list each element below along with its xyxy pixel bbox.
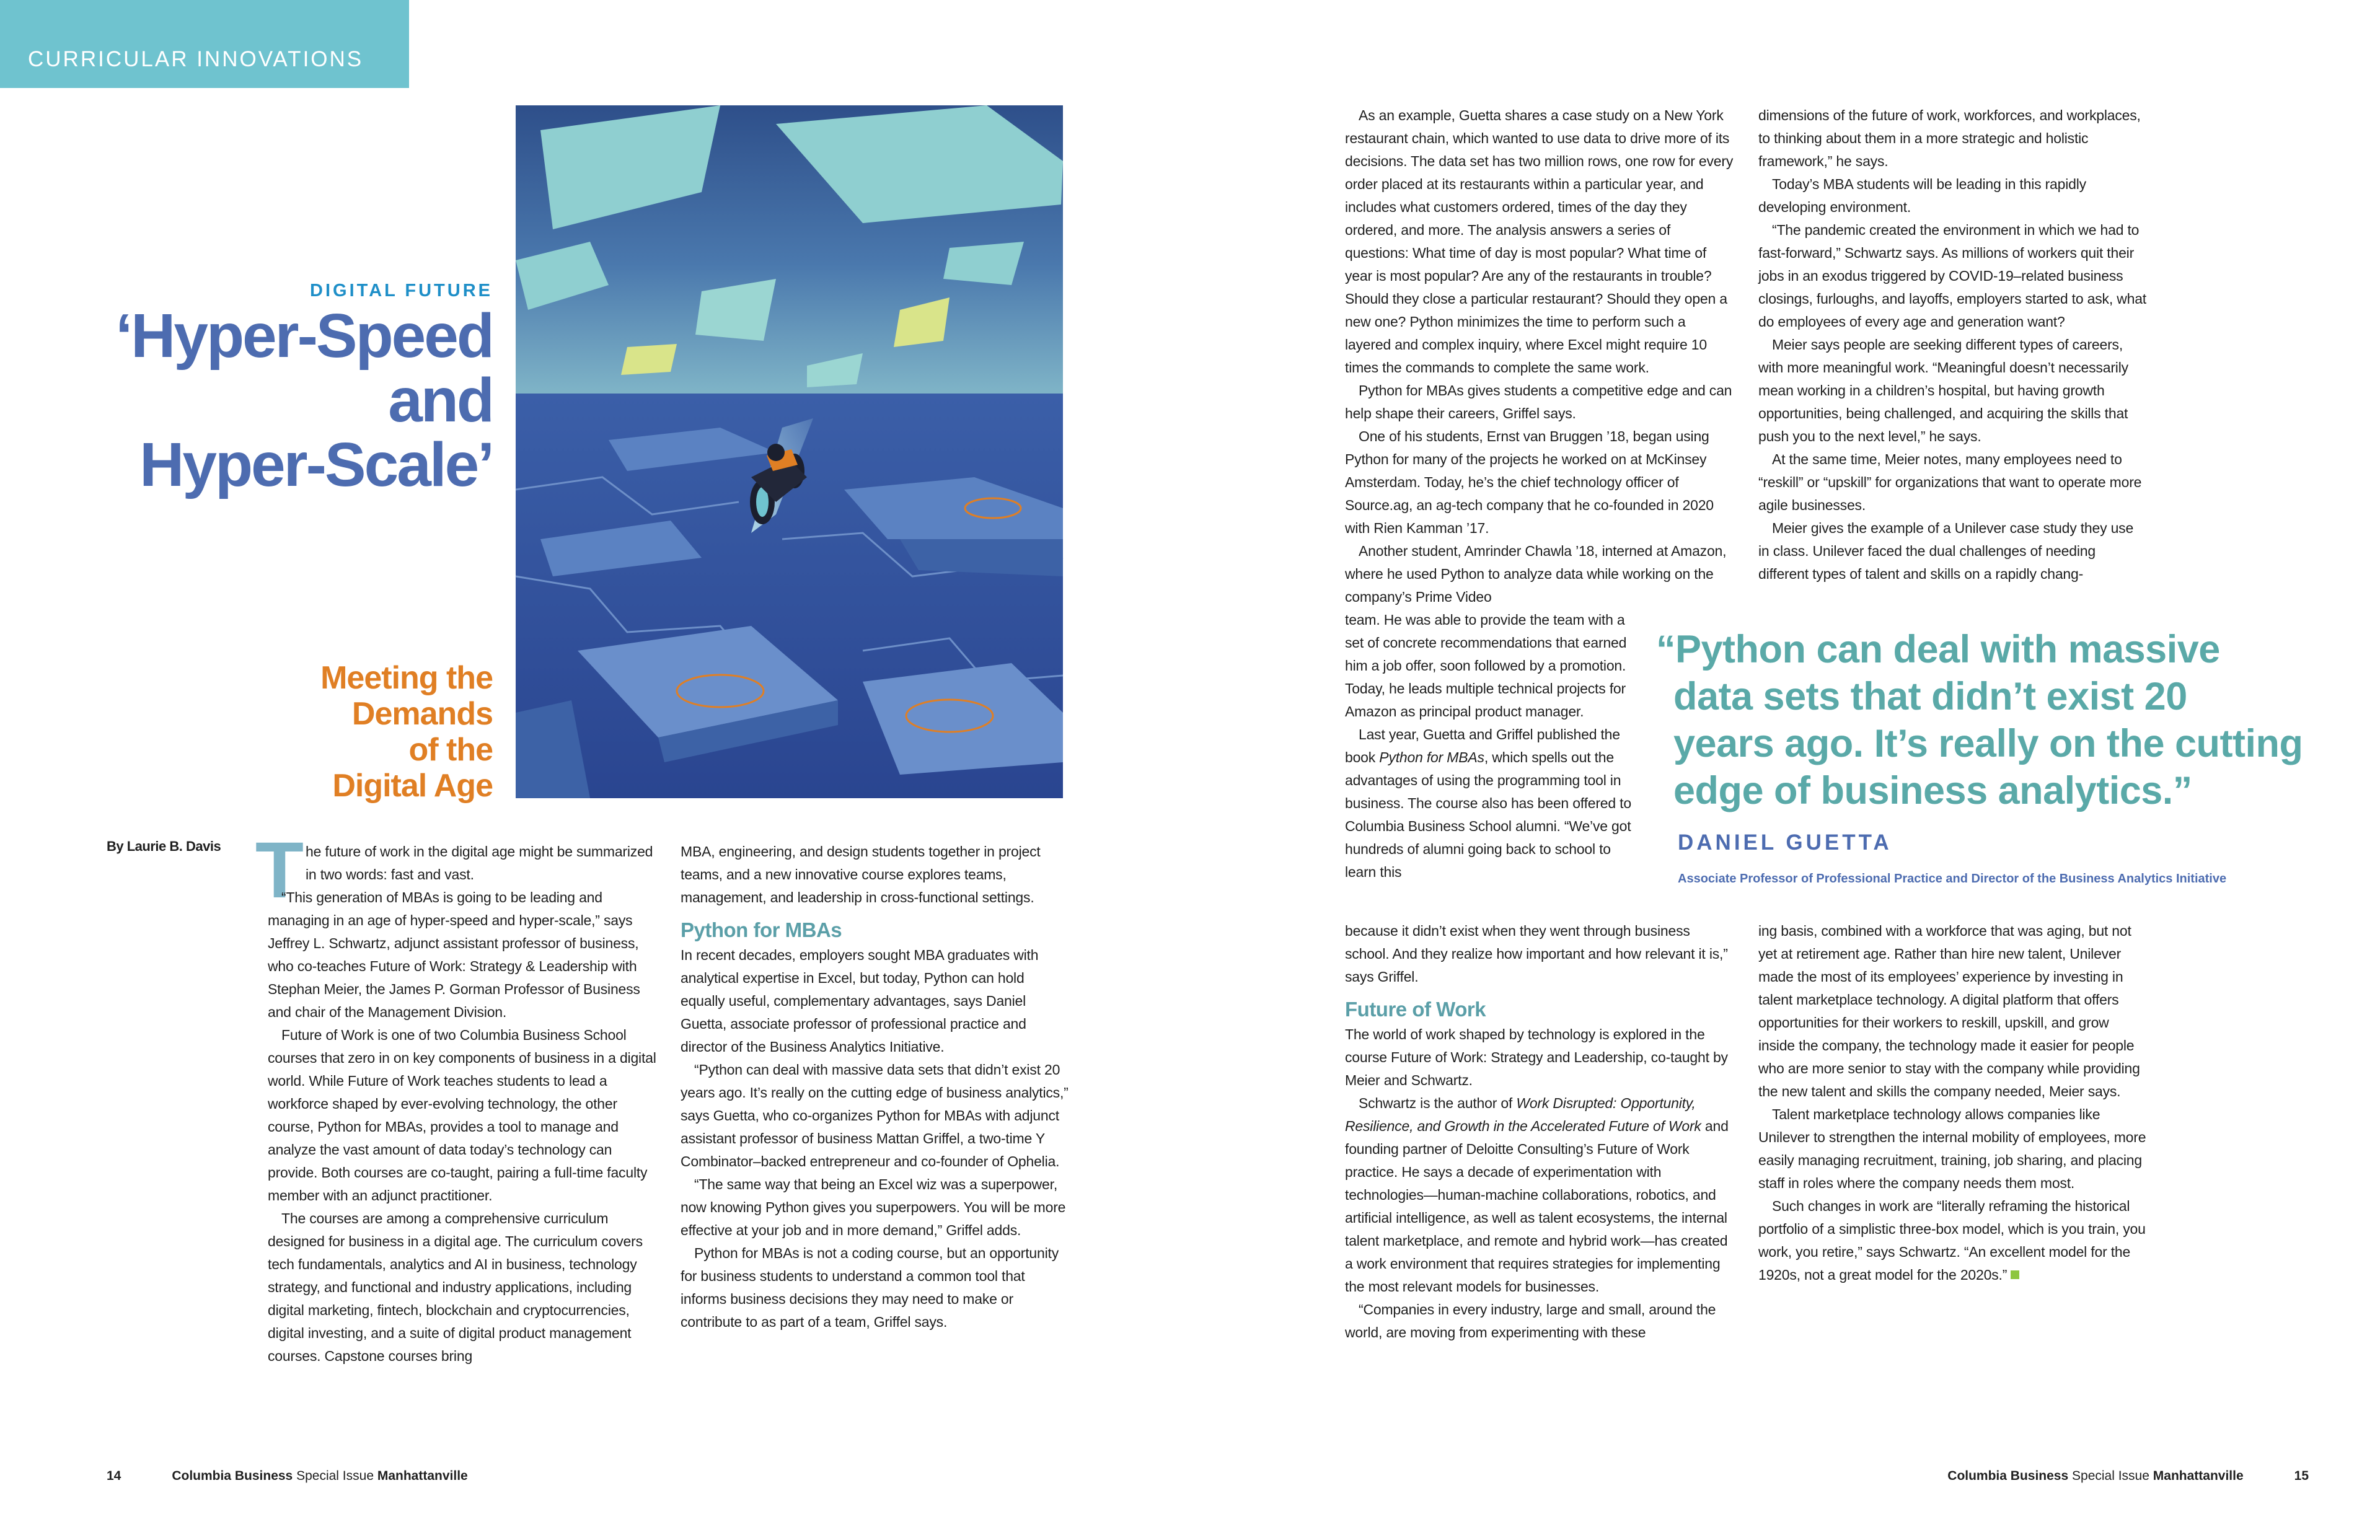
dropcap-letter: T [255, 826, 304, 915]
subhead-line: Meeting the [320, 660, 493, 696]
publication-name: Columbia Business [1947, 1469, 2069, 1483]
paragraph: One of his students, Ernst van Bruggen ’18, began using Python for many of the projects he worked on at McKinsey Amsterdam. Today, he’s the chief technology officer of Source.ag, an ag-tech company that he co-founded in 2020 with Rien Kamman ’17. [1345, 428, 1714, 536]
paragraph [1345, 723, 1641, 884]
section-heading: Python for MBAs [681, 918, 842, 941]
text-run: Last year, Guetta and Griffel published the book [1345, 726, 1620, 765]
pull-quote-line: edge of business analytics.” [1673, 769, 2192, 812]
issue-place: Manhattanville [377, 1469, 468, 1483]
end-mark-icon [2011, 1270, 2019, 1279]
section-tab [0, 0, 409, 88]
headline-line: Hyper-Scale’ [139, 430, 493, 499]
headline-line: and [388, 366, 493, 435]
paragraph: “The pandemic created the environment in which we had to fast-forward,” Schwartz says. As millions of workers quit their jobs in an exodus triggered by COVID-19–related business closings, furloughs, and layoffs, employers started to ask, what do employees of every age and generation want? [1758, 222, 2146, 330]
article-column-5 [1345, 920, 1734, 1344]
pull-quote [1656, 626, 2338, 814]
illustration-motorcycle-platforms [516, 105, 1063, 798]
paragraph: “The same way that being an Excel wiz was a superpower, now knowing Python gives you superpowers. You will be more effective at your job and in more demand,” Griffel adds. [681, 1176, 1066, 1238]
issue-label: Special Issue [296, 1469, 374, 1483]
paragraph: Today’s MBA students will be leading in this rapidly developing environment. [1758, 176, 2086, 215]
subhead [320, 660, 493, 804]
paragraph: he future of work in the digital age might be summarized in two words: fast and vast. [306, 843, 653, 882]
book-title: Work Disrupted: Opportunity, Resilience, and Growth in the Accelerated Future of Work [1345, 1095, 1701, 1134]
pull-quote-name: DANIEL GUETTA [1678, 830, 1892, 855]
text-run: Schwartz is the author of [1359, 1095, 1517, 1111]
paragraph: As an example, Guetta shares a case study on a New York restaurant chain, which wanted to use data to drive more of its decisions. The data set has two million rows, one row for every order placed at its restaurants within a particular year, and includes what customers ordered, times of the day they ordered, and more. The analysis answers a series of questions: What time of day is most popular? What time of year is most popular? Are any of the restaurants in trouble? Should they close a particular restaurant? Should they open a new one? Python minimizes the time to perform such a layered and complex inquiry, where Excel might require 10 times the commands to complete the same work. [1345, 107, 1734, 376]
paragraph: Meier says people are seeking different types of careers, with more meaningful work. “Meaningful doesn’t necessarily mean working in a children’s hospital, but having growth opportunities, being challenged, and acquiring the skills that push you to the next level,” he says. [1758, 337, 2128, 444]
headline-line: ‘Hyper-Speed [115, 301, 493, 371]
publication-name: Columbia Business [172, 1469, 293, 1483]
issue-place: Manhattanville [2153, 1469, 2244, 1483]
paragraph: Future of Work is one of two Columbia Business School courses that zero in on key components of business in a digital world. While Future of Work teaches students to lead a workforce shaped by ever-evolving technology, the other course, Python for MBAs, provides a tool to manage and analyze the vast amount of data today’s technology can provide. Both courses are co-taught, pairing a full-time faculty member with an adjunct practitioner. [268, 1027, 656, 1203]
paragraph: team. He was able to provide the team with a set of concrete recommendations that earned him a job offer, soon followed by a promotion. Today, he leads multiple technical projects for Amazon as principal product manager. [1345, 612, 1627, 719]
paragraph: Another student, Amrinder Chawla ’18, interned at Amazon, where he used Python to analyze data while working on the company’s Prime Video [1345, 543, 1727, 605]
footer-left [107, 1469, 468, 1484]
paragraph: “Companies in every industry, large and small, around the world, are moving from experimenting with these [1345, 1301, 1716, 1340]
paragraph: At the same time, Meier notes, many employees need to “reskill” or “upskill” for organizations that want to operate more agile businesses. [1758, 451, 2142, 513]
paragraph: dimensions of the future of work, workforces, and workplaces, to thinking about them in a more strategic and holistic framework,” he says. [1758, 107, 2141, 169]
subhead-line: of the [408, 732, 493, 768]
paragraph: The world of work shaped by technology is explored in the course Future of Work: Strategy and Leadership, co-taught by Meier and Schwartz. [1345, 1026, 1728, 1088]
headline [115, 301, 493, 499]
paragraph: Python for MBAs is not a coding course, but an opportunity for business students to understand a common tool that informs business decisions they may need to make or contribute to as part of a team, Griffel says. [681, 1245, 1059, 1330]
byline: By Laurie B. Davis [107, 838, 221, 854]
paragraph: “Python can deal with massive data sets that didn’t exist 20 years ago. It’s really on the cutting edge of business analytics,” says Guetta, who co-organizes Python for MBAs with adjunct assistant professor of business Mattan Griffel, a two-time Y Combinator–backed entrepreneur and co-founder of Ophelia. [681, 1062, 1069, 1169]
paragraph: because it didn’t exist when they went through business school. And they realize how important and how relevant it is,” says Griffel. [1345, 923, 1728, 985]
section-tab-label: CURRICULAR INNOVATIONS [28, 47, 364, 71]
paragraph: Python for MBAs gives students a competitive edge and can help shape their careers, Griffel says. [1345, 382, 1732, 421]
text-run: and founding partner of Deloitte Consulting’s Future of Work practice. He says a decade of experimentation with technologies—human-machine collaborations, robotics, and artificial intelligence, as well as talent ecosystems, the internal talent marketplace, and remote and hybrid work—has created a work environment that requires strategies for implementing the most relevant models for businesses. [1345, 1118, 1729, 1295]
pull-quote-line: “Python can deal with massive [1656, 628, 2220, 671]
text-run: , which spells out the advantages of using the programming tool in business. The course also has been offered to Columbia Business School alumni. “We’ve got hundreds of alumni going back to school to learn this [1345, 749, 1631, 880]
footer-right [1947, 1469, 2309, 1484]
subhead-line: Demands [351, 696, 493, 732]
page-number: 14 [107, 1469, 121, 1483]
paragraph: Talent marketplace technology allows companies like Unilever to strengthen the internal mobility of employees, more easily managing recruitment, training, job sharing, and placing staff in roles where the company needs them most. [1758, 1106, 2146, 1191]
article-column-6 [1758, 920, 2148, 1287]
article-column-4 [1758, 104, 2148, 586]
kicker: DIGITAL FUTURE [310, 281, 493, 301]
paragraph: The courses are among a comprehensive curriculum designed for business in a digital age. The curriculum covers tech fundamentals, analytics and AI in business, technology strategy, and functional and industry applications, including digital marketing, fintech, blockchain and cryptocurrencies, digital investing, and a suite of digital product management courses. Capstone courses bring [268, 1210, 643, 1364]
issue-label: Special Issue [2072, 1469, 2149, 1483]
paragraph [1345, 1092, 1734, 1298]
paragraph [1758, 1195, 2148, 1287]
page-number: 15 [2294, 1469, 2309, 1483]
paragraph: MBA, engineering, and design students together in project teams, and a new innovative course explores teams, management, and leadership in cross-functional settings. [681, 843, 1041, 905]
section-heading: Future of Work [1345, 998, 1486, 1021]
article-column-1 [268, 840, 657, 1368]
text-run: Such changes in work are “literally reframing the historical portfolio of a simplistic three-box model, which is you train, you work, you retire,” says Schwartz. “An excellent model for the 1920s, not a great model for the 2020s.” [1758, 1198, 2146, 1283]
article-column-2 [681, 840, 1070, 1334]
pull-quote-line: data sets that didn’t exist 20 [1673, 675, 2187, 718]
book-title: Python for MBAs [1379, 749, 1484, 765]
paragraph: In recent decades, employers sought MBA graduates with analytical expertise in Excel, but today, Python can hold equally useful, complementary advantages, says Daniel Guetta, associate professor of professional practice and director of the Business Analytics Initiative. [681, 947, 1039, 1055]
paragraph: ing basis, combined with a workforce that was aging, but not yet at retirement age. Rather than hire new talent, Unilever made the most of its employees’ experience by investing in talent marketplace technology. A digital platform that offers opportunities for their workers to reskill, upskill, and grow inside the company, the technology made it easier for people who are more senior to stay with the company while providing the new talent and skills the company needed, Meier says. [1758, 923, 2140, 1099]
pull-quote-line: years ago. It’s really on the cutting [1673, 722, 2303, 765]
subhead-line: Digital Age [332, 768, 493, 804]
pull-quote-title: Associate Professor of Professional Practice and Director of the Business Analytics Initiative [1678, 872, 2227, 886]
paragraph: “This generation of MBAs is going to be leading and managing in an age of hyper-speed and hyper-scale,” says Jeffrey L. Schwartz, adjunct assistant professor of business, who co-teaches Future of Work: Strategy & Leadership with Stephan Meier, the James P. Gorman Professor of Business and chair of the Management Division. [268, 889, 640, 1020]
paragraph: Meier gives the example of a Unilever case study they use in class. Unilever faced the dual challenges of needing different types of talent and skills on a rapidly chang- [1758, 520, 2134, 582]
